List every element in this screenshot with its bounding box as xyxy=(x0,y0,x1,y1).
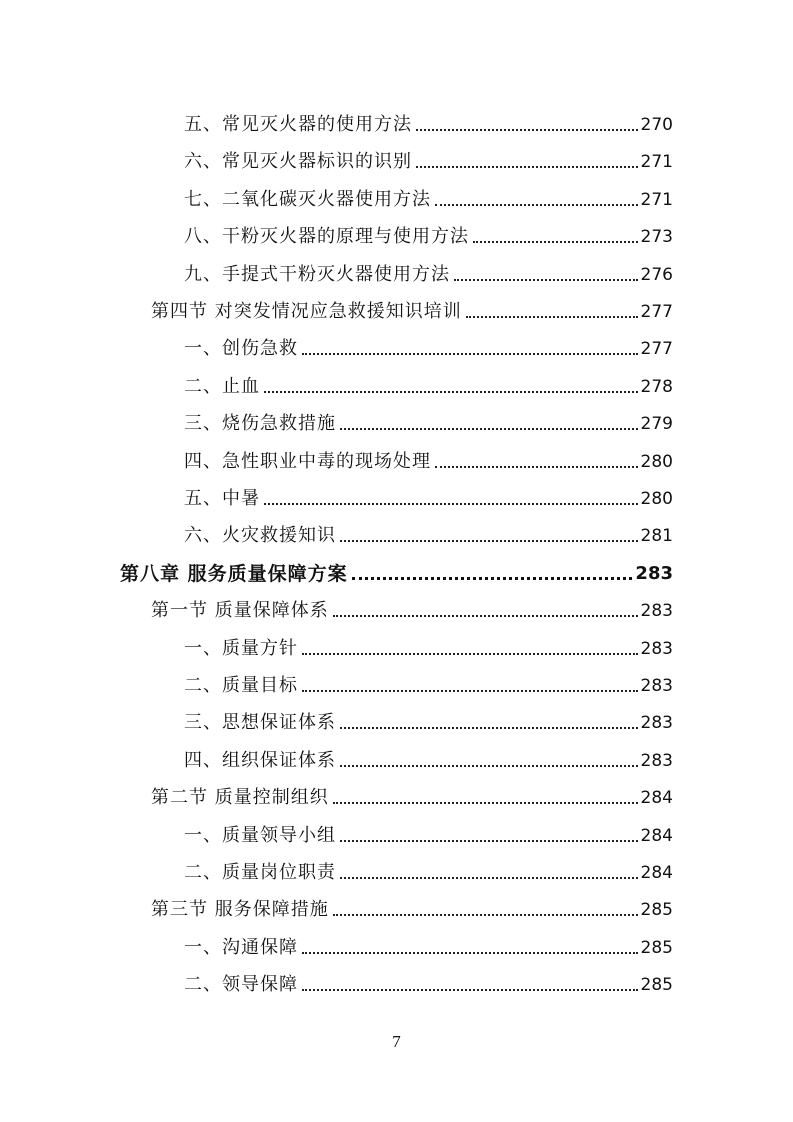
toc-dot-leader xyxy=(264,502,638,505)
toc-entry-page: 278 xyxy=(640,376,673,397)
toc-dot-leader xyxy=(454,278,638,281)
toc-section-entry[interactable] xyxy=(151,884,673,921)
toc-dot-leader xyxy=(333,614,638,617)
toc-entry-label: 第一节 质量保障体系 xyxy=(151,600,329,622)
toc-entry-page: 279 xyxy=(640,414,673,435)
toc-entry-label: 六、火灾救援知识 xyxy=(184,525,336,547)
toc-entry-page: 270 xyxy=(640,115,673,135)
toc-dot-leader xyxy=(302,689,638,692)
toc-entry-label: 三、思想保证体系 xyxy=(184,712,336,734)
toc-dot-leader xyxy=(302,652,638,655)
toc-entry-label: 第四节 对突发情况应急救援知识培训 xyxy=(151,301,462,322)
toc-item-entry[interactable] xyxy=(184,810,673,847)
toc-entry-page: 283 xyxy=(640,638,673,659)
toc-entry-page: 277 xyxy=(640,302,673,322)
toc-item-entry[interactable] xyxy=(184,211,673,248)
toc-dot-leader xyxy=(416,128,638,131)
toc-dot-leader xyxy=(333,913,638,916)
toc-entry-page: 271 xyxy=(640,189,673,210)
toc-dot-leader xyxy=(340,839,638,842)
toc-entry-label: 八、干粉灭火器的原理与使用方法 xyxy=(184,226,469,248)
toc-entry-label: 一、质量方针 xyxy=(184,637,298,659)
toc-dot-leader xyxy=(340,427,638,430)
toc-entry-page: 280 xyxy=(640,451,673,472)
toc-entry-label: 九、手提式干粉灭火器使用方法 xyxy=(184,263,450,285)
toc-entry-label: 第八章 服务质量保障方案 xyxy=(120,562,348,585)
toc-item-entry[interactable] xyxy=(184,99,673,136)
toc-entry-label: 六、常见灭火器标识的识别 xyxy=(184,151,412,173)
toc-item-entry[interactable] xyxy=(184,959,673,996)
toc-item-entry[interactable] xyxy=(184,323,673,360)
toc-entry-label: 四、组织保证体系 xyxy=(184,749,336,771)
toc-entry-page: 280 xyxy=(640,489,673,509)
toc-dot-leader xyxy=(473,240,638,243)
toc-entry-page: 284 xyxy=(640,825,673,846)
toc-entry-label: 五、中暑 xyxy=(184,488,260,509)
toc-dot-leader xyxy=(340,726,638,729)
toc-entry-label: 五、常见灭火器的使用方法 xyxy=(184,114,412,135)
toc-section-entry[interactable] xyxy=(151,585,673,622)
toc-entry-page: 284 xyxy=(640,863,673,883)
toc-entry-label: 第二节 质量控制组织 xyxy=(151,787,329,809)
toc-dot-leader xyxy=(264,390,638,393)
toc-dot-leader xyxy=(340,764,638,767)
toc-dot-leader xyxy=(352,576,633,580)
toc-entry-page: 277 xyxy=(640,339,673,360)
toc-entry-page: 283 xyxy=(640,676,673,696)
toc-item-entry[interactable] xyxy=(184,847,673,884)
toc-entry-page: 285 xyxy=(640,937,673,958)
toc-entry-label: 一、创伤急救 xyxy=(184,338,298,360)
toc-item-entry[interactable] xyxy=(184,398,673,435)
toc-entry-label: 二、质量目标 xyxy=(184,675,298,696)
toc-entry-page: 271 xyxy=(640,152,673,173)
toc-dot-leader xyxy=(435,465,638,468)
toc-dot-leader xyxy=(333,801,638,804)
toc-item-entry[interactable] xyxy=(184,174,673,211)
toc-entry-label: 三、烧伤急救措施 xyxy=(184,413,336,435)
toc-entry-page: 281 xyxy=(640,526,673,547)
toc-entry-label: 二、质量岗位职责 xyxy=(184,862,336,883)
toc-chapter-entry[interactable] xyxy=(120,548,673,585)
toc-item-entry[interactable] xyxy=(184,436,673,473)
page-number: 7 xyxy=(392,1032,401,1051)
toc-item-entry[interactable] xyxy=(184,249,673,286)
toc-entry-page: 284 xyxy=(640,788,673,809)
toc-section-entry[interactable] xyxy=(151,286,673,323)
toc-dot-leader xyxy=(435,203,638,206)
toc-item-entry[interactable] xyxy=(184,136,673,173)
toc-dot-leader xyxy=(466,315,638,318)
toc-item-entry[interactable] xyxy=(184,623,673,660)
toc-item-entry[interactable] xyxy=(184,660,673,697)
toc-dot-leader xyxy=(416,165,638,168)
toc-item-entry[interactable] xyxy=(184,735,673,772)
toc-entry-page: 283 xyxy=(640,750,673,771)
toc-item-entry[interactable] xyxy=(184,922,673,959)
toc-entry-label: 四、急性职业中毒的现场处理 xyxy=(184,450,431,472)
toc-entry-label: 第三节 服务保障措施 xyxy=(151,899,329,921)
toc-entry-page: 283 xyxy=(635,562,673,584)
toc-entry-page: 285 xyxy=(640,900,673,921)
toc-item-entry[interactable] xyxy=(184,361,673,398)
toc-entry-label: 二、止血 xyxy=(184,375,260,397)
toc-entry-page: 283 xyxy=(640,601,673,622)
toc-section-entry[interactable] xyxy=(151,772,673,809)
toc-item-entry[interactable] xyxy=(184,697,673,734)
toc-dot-leader xyxy=(302,352,638,355)
toc-entry-page: 283 xyxy=(640,713,673,734)
toc-dot-leader xyxy=(340,539,638,542)
toc-entry-page: 273 xyxy=(640,227,673,248)
toc-dot-leader xyxy=(302,951,638,954)
toc-entry-page: 276 xyxy=(640,264,673,285)
toc-entry-page: 285 xyxy=(640,975,673,996)
toc-item-entry[interactable] xyxy=(184,473,673,510)
toc-entry-label: 七、二氧化碳灭火器使用方法 xyxy=(184,188,431,210)
toc-entry-label: 一、沟通保障 xyxy=(184,936,298,958)
toc-entry-label: 二、领导保障 xyxy=(184,974,298,996)
toc-item-entry[interactable] xyxy=(184,510,673,547)
toc-dot-leader xyxy=(340,876,638,879)
toc-entry-label: 一、质量领导小组 xyxy=(184,824,336,846)
toc-dot-leader xyxy=(302,988,638,991)
